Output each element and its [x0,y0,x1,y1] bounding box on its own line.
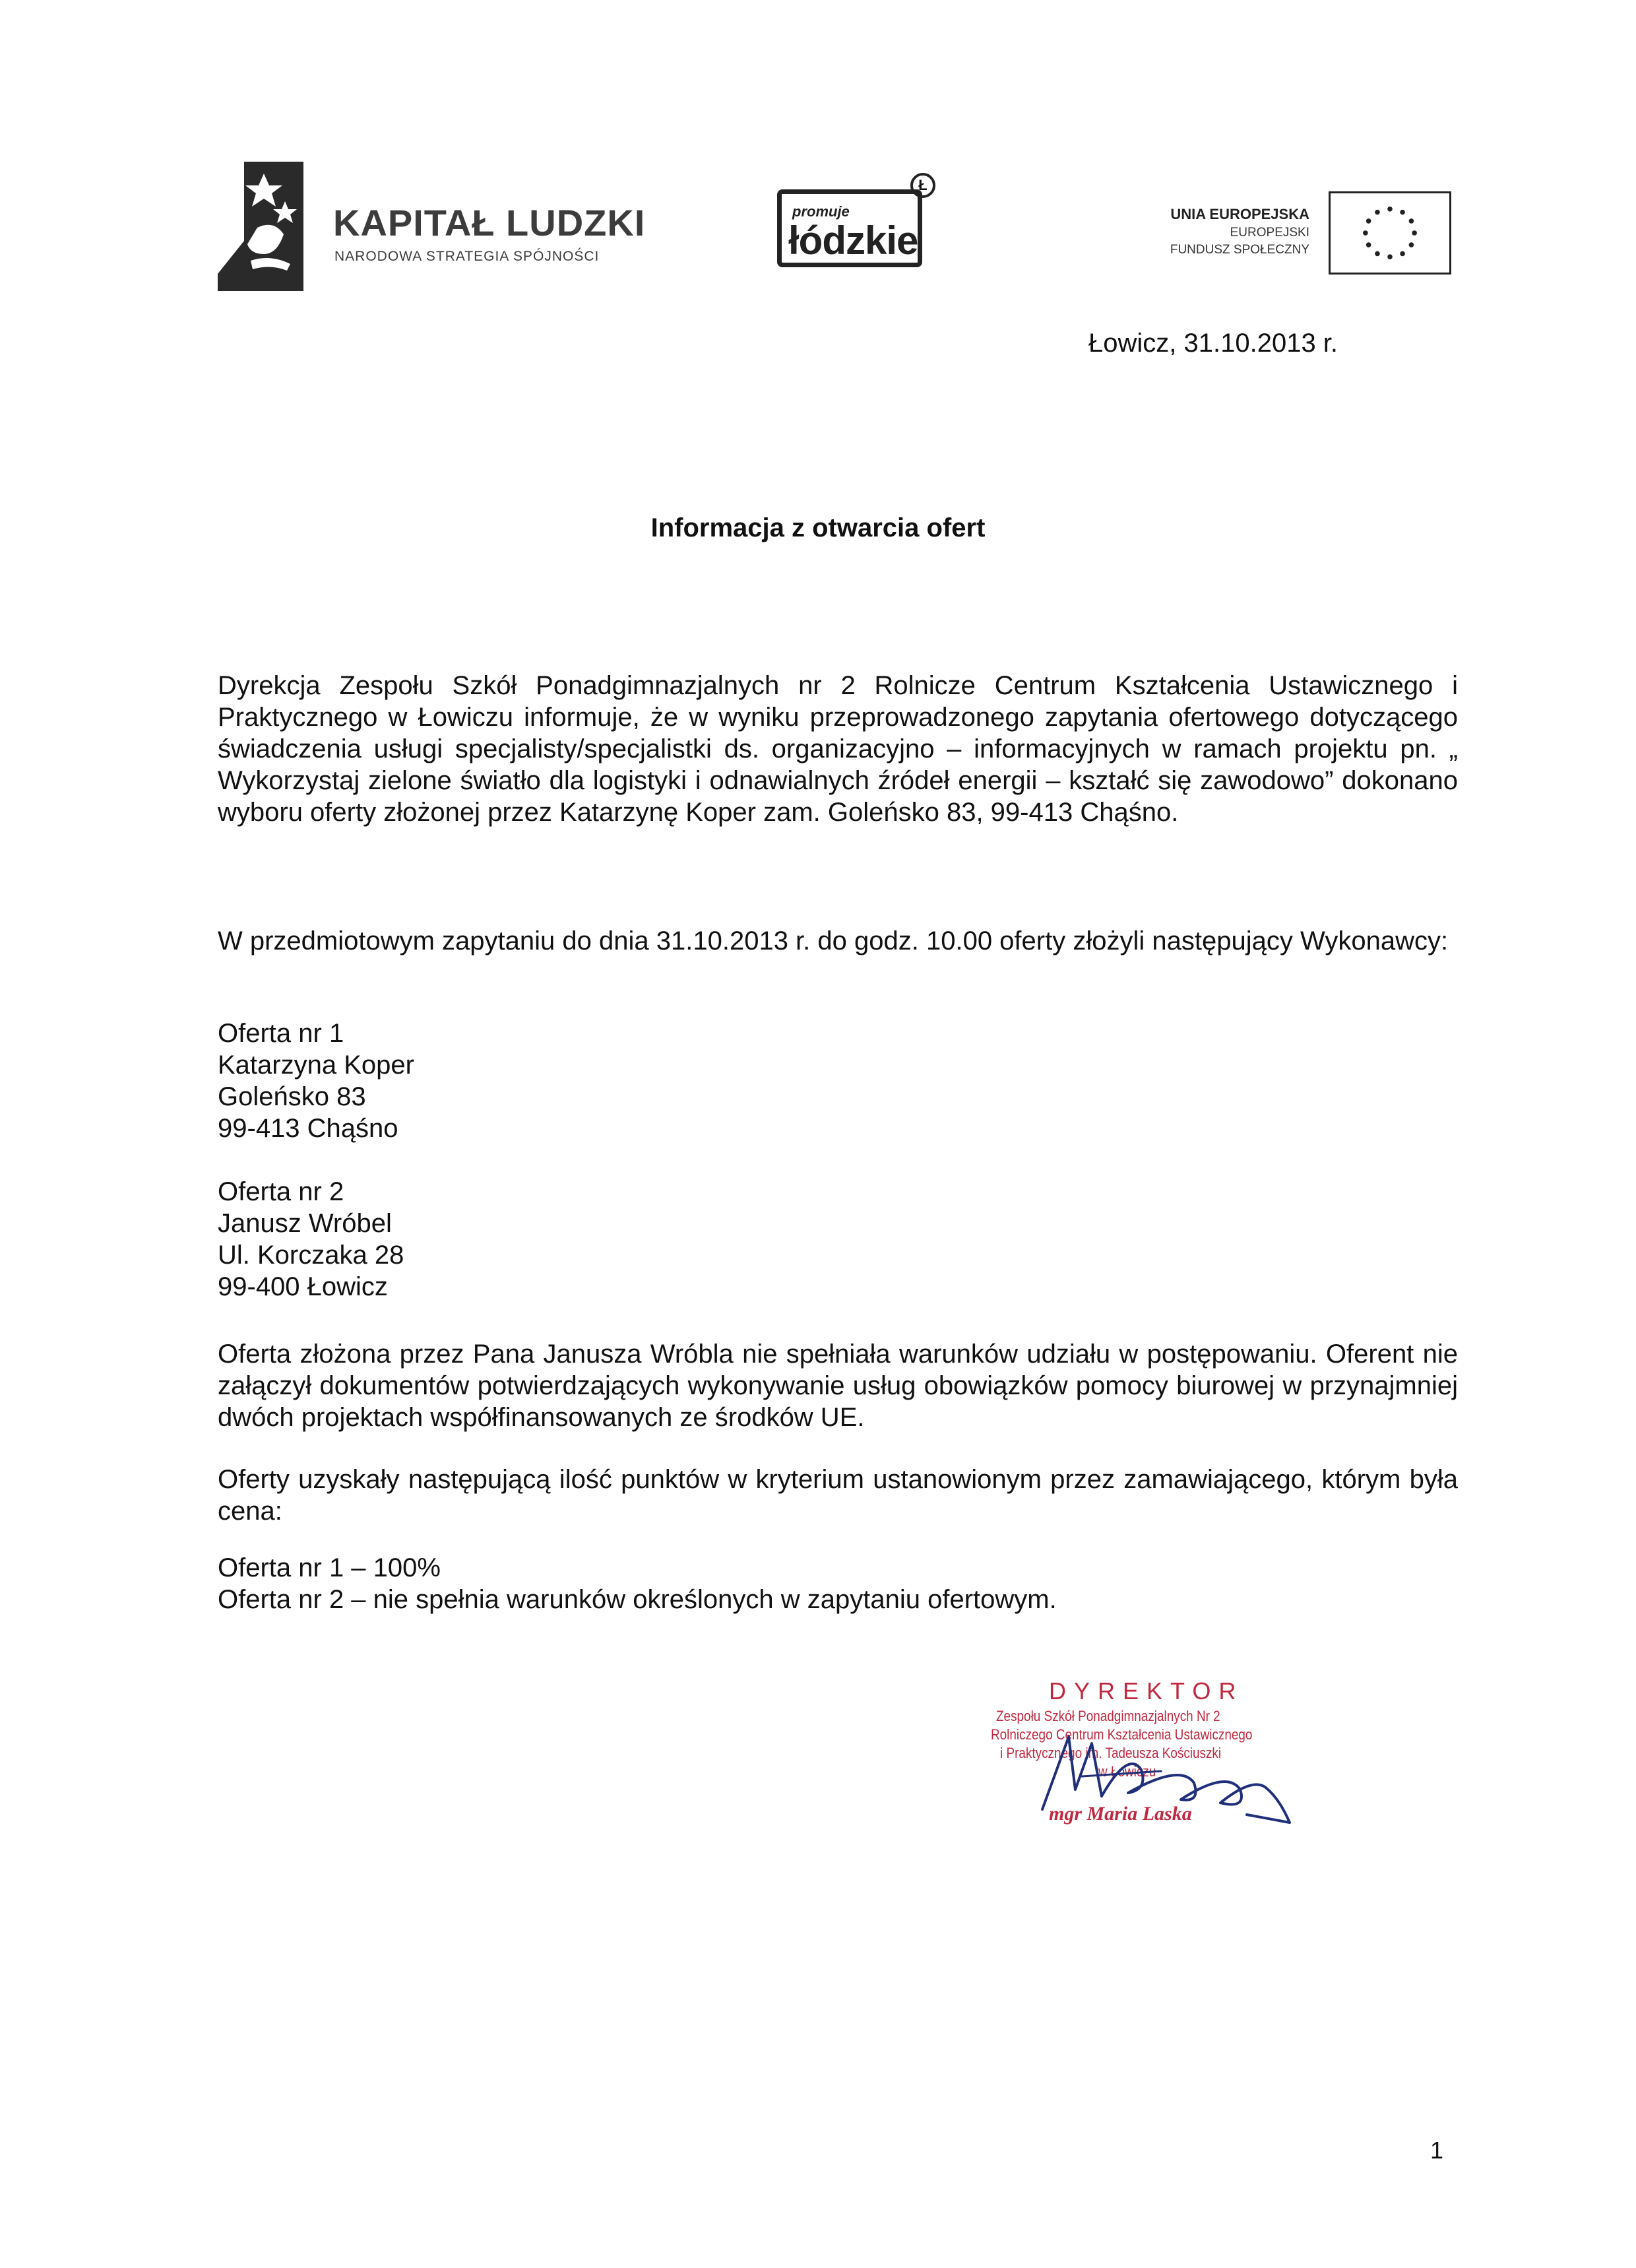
lodzkie-name: łódzkie [788,218,918,263]
handwritten-signature-icon [1029,1710,1306,1829]
offer-2-street: Ul. Korczaka 28 [218,1241,404,1270]
lodzkie-logo [777,173,945,272]
stamp-line-2: Rolniczego Centrum Kształcenia Ustawicznego [991,1726,1253,1743]
kapital-ludzki-subtitle: NARODOWA STRATEGIA SPÓJNOŚCI [334,249,600,264]
page-number: 1 [1430,2137,1444,2164]
eu-text-block [1170,206,1309,257]
results-block [218,1552,1057,1615]
kapital-ludzki-title: KAPITAŁ LUDZKI [333,202,646,243]
lodzkie-frame [777,189,922,267]
eu-logo [1121,191,1451,277]
result-offer-1: Oferta nr 1 – 100% [218,1553,441,1582]
kapital-ludzki-logo [218,162,646,294]
offer-1-block [218,1018,414,1144]
offer-2-block [218,1176,404,1303]
offer-1-name: Katarzyna Koper [218,1051,414,1080]
offer-2-name: Janusz Wróbel [218,1209,392,1238]
offer-2-label: Oferta nr 2 [218,1177,344,1206]
offer-1-street: Goleńsko 83 [218,1082,366,1111]
offer-1-city: 99-413 Chąśno [218,1114,398,1143]
offer-2-city: 99-400 Łowicz [218,1272,388,1301]
result-offer-2: Oferta nr 2 – nie spełnia warunków określonych w zapytaniu ofertowym. [218,1585,1057,1614]
stamp-line-1: Zespołu Szkół Ponadgimnazjalnych Nr 2 [996,1708,1220,1724]
lodzkie-badge-icon: Ł [910,173,935,198]
lodzkie-promuje-text: promuje [792,203,850,220]
scoring-paragraph: Oferty uzyskały następującą ilość punktów w kryterium ustanowionym przez zamawiającego, którym była cena: [218,1465,1458,1526]
intro-paragraph: Dyrekcja Zespołu Szkół Ponadgimnazjalnych nr 2 Rolnicze Centrum Kształcenia Ustawicznego i Praktycznego w Łowiczu informuje, że w wyniku przeprowadzonego zapytania ofertowego dotyczącego świadczenia usługi specjalisty/specjalistki ds. organizacyjno – informacyjnych w ramach projektu pn. „ Wykorzystaj zielone światło dla logistyki i odnawialnych źródeł energii – kształć się zawodowo” dokonano wyboru oferty złożonej przez Katarzynę Koper zam. Goleńsko 83, 99-413 Chąśno. [218,671,1458,827]
kapital-ludzki-mark-icon [218,162,303,291]
eu-union-label: UNIA EUROPEJSKA [1170,206,1309,222]
eu-stars-flag-icon [1329,191,1451,275]
stamp-line-4: w Łowiczu [1098,1763,1156,1780]
eu-fund-label-2: FUNDUSZ SPOŁECZNY [1170,243,1309,257]
document-date: Łowicz, 31.10.2013 r. [1088,329,1338,358]
rejection-paragraph: Oferta złożona przez Pana Janusza Wróbla nie spełniała warunków udziału w postępowaniu. Oferent nie załączył dokumentów potwierdzających wykonywanie usług obowiązków pomocy biurowej w przynajmniej dwóch projektach współfinansowanych ze środków UE. [218,1340,1458,1432]
eu-fund-label-1: EUROPEJSKI [1230,226,1309,240]
stamp-signatory-name: mgr Maria Laska [1049,1803,1192,1825]
offer-1-label: Oferta nr 1 [218,1019,344,1048]
stamp-line-3: i Praktycznego im. Tadeusza Kościuszki [1000,1745,1222,1761]
stamp-title: DYREKTOR [1049,1677,1244,1704]
document-title: Informacja z otwarcia ofert [650,513,986,542]
submission-paragraph: W przedmiotowym zapytaniu do dnia 31.10.2013 r. do godz. 10.00 oferty złożyli następujący Wykonawcy: [218,926,1449,956]
